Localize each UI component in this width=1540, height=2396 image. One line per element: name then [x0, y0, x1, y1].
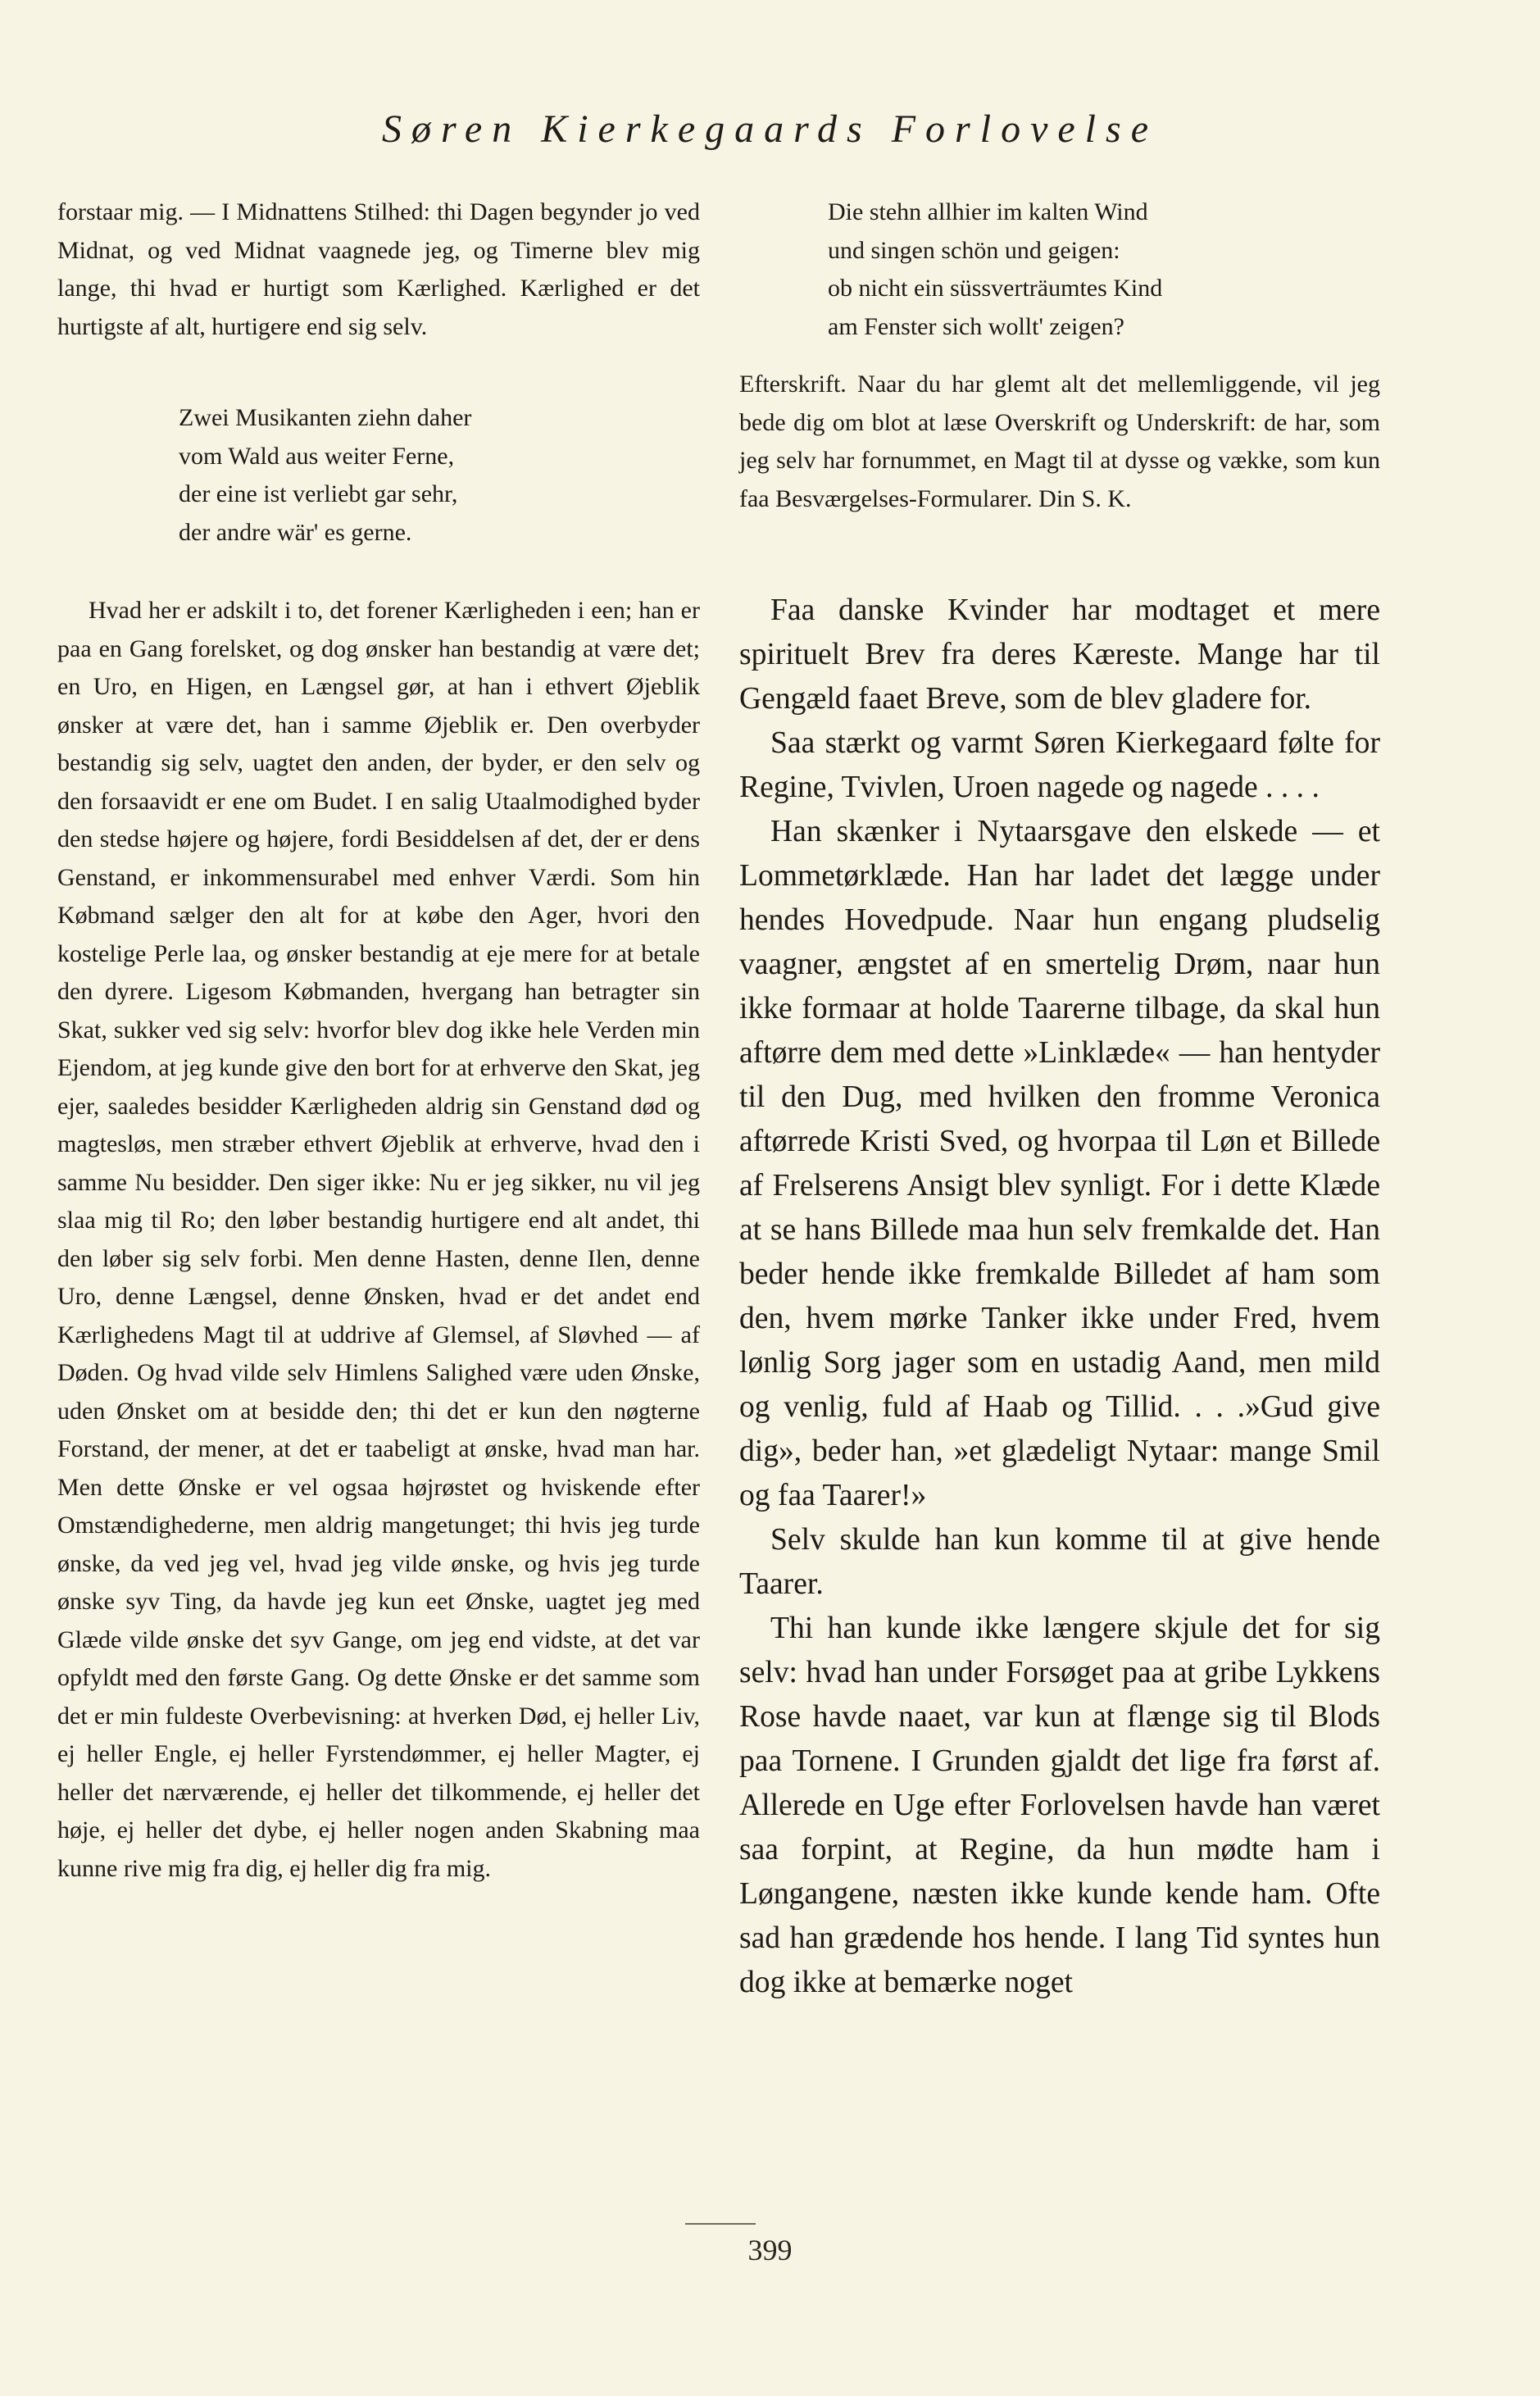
right-body	[739, 589, 1380, 2005]
body-paragraph: Han skænker i Nytaarsgave den elskede — et Lommetørklæde. Han har ladet det lægge under hendes Hovedpude. Naar hun engang pludselig vaagner, ængstet af en smertelig Drøm, naar hun ikke formaar at holde Taarerne tilbage, da skal hun aftørre dem med dette »Linklæde« — han hentyder til den Dug, med hvilken den fromme Veronica aftørrede Kristi Sved, og hvorpaa til Løn et Billede af Frelserens Ansigt blev synligt. For i dette Klæde at se hans Billede maa hun selv fremkalde det. Han beder hende ikke fremkalde Billedet af ham som den, hvem mørke Tanker ikke under Fred, hvem lønlig Sorg jager som en ustadig Aand, men mild og venlig, fuld af Haab og Tillid. . . .»Gud give dig», beder han, »et glædeligt Nytaar: mange Smil og faa Taarer!»	[739, 815, 1380, 1512]
poem-line: Zwei Musikanten ziehn daher	[179, 404, 472, 431]
page-number: 399	[747, 2234, 793, 2266]
poem-line: und singen schön und geigen:	[828, 236, 1120, 264]
poem-line: am Fenster sich wollt' zeigen?	[828, 312, 1124, 340]
poem-line: ob nicht ein süssverträumtes Kind	[828, 275, 1163, 302]
poem-line: Die stehn allhier im kalten Wind	[828, 198, 1148, 225]
body-paragraph: Saa stærkt og varmt Søren Kierkegaard følte for Regine, Tvivlen, Uroen nagede og nagede . . . .	[739, 726, 1380, 804]
poem-line: der andre wär' es gerne.	[179, 518, 412, 546]
poem-line: der eine ist verliebt gar sehr,	[179, 480, 458, 507]
poem-line: vom Wald aus weiter Ferne,	[179, 442, 455, 470]
folio-divider	[685, 2223, 756, 2225]
poem-stanza-1	[179, 399, 471, 552]
body-paragraph: Faa danske Kvinder har modtaget et mere spirituelt Brev fra deres Kæreste. Mange har til Gengæld faaet Breve, som de blev gladere for.	[739, 593, 1380, 716]
running-head: Søren Kierkegaards Forlovelse	[382, 107, 1158, 151]
postscript: Efterskrift. Naar du har glemt alt det mellemliggende, vil jeg bede dig om blot at læse Overskrift og Underskrift: de har, som jeg selv har fornummet, en Magt til at dysse og vække, som kun faa Besværgelses-Formularer. Din S. K.	[739, 371, 1380, 512]
left-paragraph-1: forstaar mig. — I Midnattens Stilhed: thi Dagen begynder jo ved Midnat, og ved Midnat vaagnede jeg, og Timerne blev mig lange, thi hvad er hurtigt som Kærlighed. Kærlighed er det hurtigste af alt, hurtigere end sig selv.	[57, 198, 700, 340]
body-paragraph: Selv skulde han kun komme til at give hende Taarer.	[739, 1523, 1380, 1601]
left-paragraph-2: Hvad her er adskilt i to, det forener Kærligheden i een; han er paa en Gang forelsket, og dog ønsker han bestandig at være det; en Uro, en Higen, en Længsel gør, at han i ethvert Øjeblik ønsker at være det, han i samme Øjeblik er. Den overbyder bestandig sig selv, uagtet den anden, der byder, er den selv og den forsaavidt er ene om Budet. I en salig Utaalmodighed byder den stedse højere og højere, fordi Besiddelsen af det, der er dens Genstand, er inkommensurabel med enhver Værdi. Som hin Købmand sælger den alt for at købe den Ager, hvori den kostelige Perle laa, og ønsker bestandig at eje mere for at betale den dyrere. Ligesom Købmanden, hvergang han betragter sin Skat, sukker ved sig selv: hvorfor blev dog ikke hele Verden min Ejendom, at jeg kunde give den bort for at erhverve den Skat, jeg ejer, saaledes besidder Kærligheden aldrig sin Genstand død og magtesløs, men stræber ethvert Øjeblik at erhverve, hvad den i samme Nu besidder. Den siger ikke: Nu er jeg sikker, nu vil jeg slaa mig til Ro; den løber bestandig hurtigere end alt andet, thi den løber sig selv forbi. Men denne Hasten, denne Ilen, denne Uro, denne Længsel, denne Ønsken, hvad er det andet end Kærlighedens Magt til at uddrive af Glemsel, af Sløvhed — af Døden. Og hvad vilde selv Himlens Salighed være uden Ønske, uden Ønsket om at besidde den; thi det er kun den nøgterne Forstand, der mener, at det er taabeligt at ønske, hvad man har. Men dette Ønske er vel ogsaa højrøstet og hviskende efter Omstændighederne, men aldrig mangetunget; thi hvis jeg turde ønske, da ved jeg vel, hvad jeg vilde ønske, og hvis jeg turde ønske syv Ting, da havde jeg kun eet Ønske, uagtet jeg med Glæde vilde ønske det syv Gange, om jeg end vidste, at det var opfyldt med den første Gang. Og dette Ønske er det samme som det er min fuldeste Overbevisning: at hverken Død, ej heller Liv, ej heller Engle, ej heller Fyrstendømmer, ej heller Magter, ej heller det nærværende, ej heller det tilkommende, ej heller det høje, ej heller det dybe, ej heller nogen anden Skabning maa kunne rive mig fra dig, ej heller dig fra mig.	[57, 597, 700, 1882]
poem-stanza-2	[828, 193, 1162, 346]
body-paragraph: Thi han kunde ikke længere skjule det for sig selv: hvad han under Forsøget paa at gribe Lykkens Rose havde naaet, var kun at flænge sig til Blods paa Tornene. I Grunden gjaldt det lige fra først af. Allerede en Uge efter Forlovelsen havde han været saa forpint, at Regine, da hun mødte ham i Løngangene, næsten ikke kunde kende ham. Ofte sad han grædende hos hende. I lang Tid syntes hun dog ikke at bemærke noget	[739, 1612, 1380, 1999]
